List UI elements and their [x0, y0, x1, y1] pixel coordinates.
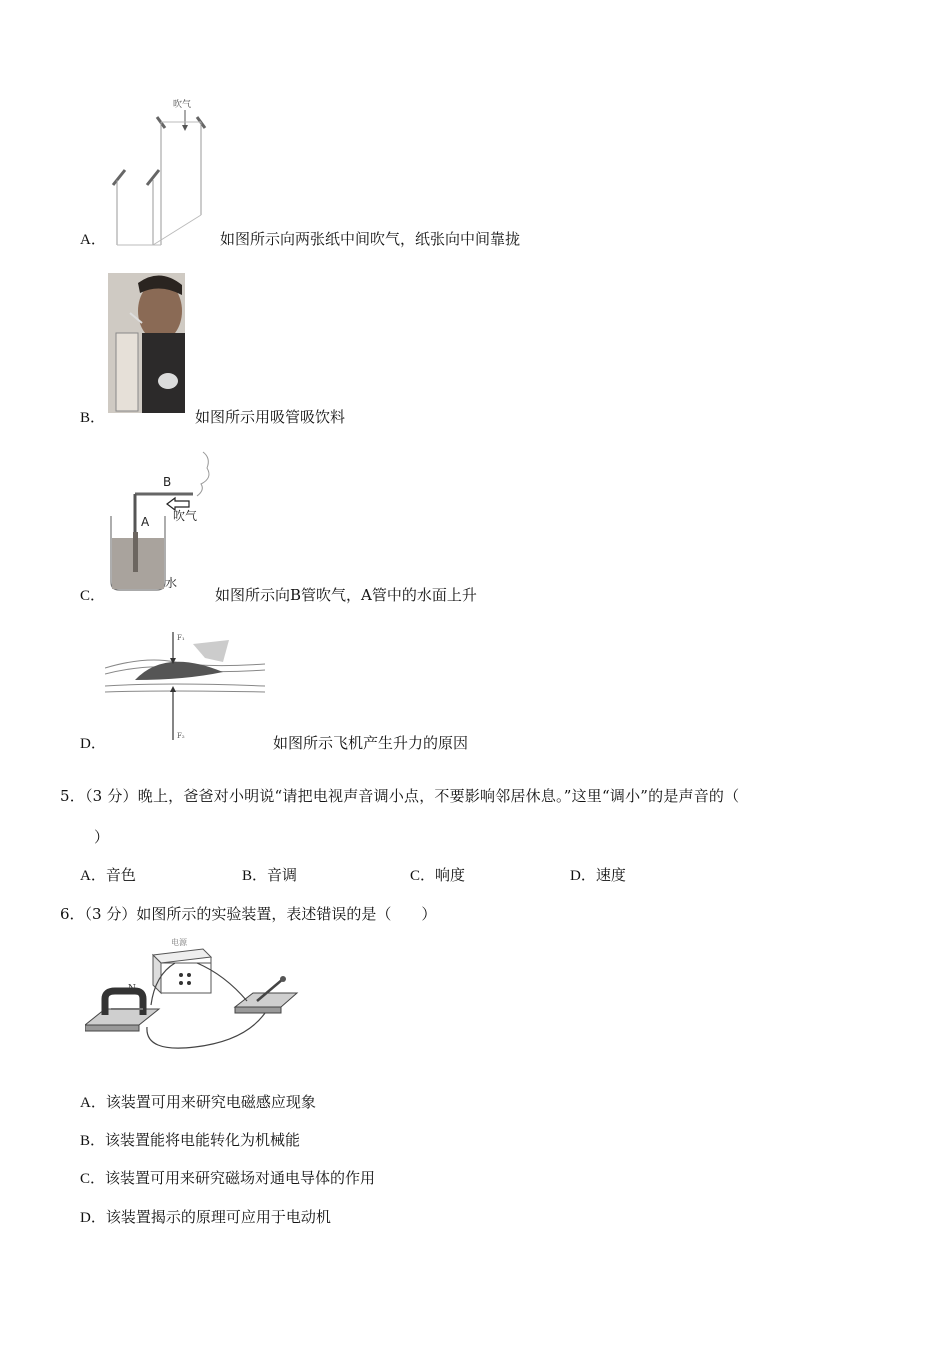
q6-option-a-text: 该装置可用来研究电磁感应现象 — [105, 1093, 316, 1111]
q5-option-a-text: 音色 — [105, 866, 136, 884]
q6-option-a-letter: A． — [80, 1095, 106, 1111]
figure-label-f2: F₂ — [177, 732, 185, 740]
figure-label-power: 电源 — [171, 938, 187, 947]
q5-option-b — [242, 864, 297, 885]
wing-lift-figure — [105, 628, 270, 746]
q6-option-b-letter: B． — [80, 1133, 106, 1149]
q6-option-c-text: 该装置可用来研究磁场对通电导体的作用 — [105, 1169, 376, 1187]
figure-label-b: B — [163, 475, 172, 489]
q6-option-c — [80, 1167, 375, 1188]
paper-blowing-figure — [105, 95, 220, 250]
q4-option-a-letter: A． — [80, 232, 106, 248]
straw-drinking-photo — [108, 273, 185, 413]
q6-option-d-letter: D． — [80, 1210, 106, 1226]
q5-option-a — [80, 864, 136, 885]
beaker-tube-figure — [105, 450, 215, 595]
q6-option-c-letter: C． — [80, 1171, 106, 1187]
figure-label-blow: 吹气 — [173, 100, 192, 110]
q5-option-c-text: 响度 — [435, 866, 466, 884]
figure-label-water: 水 — [165, 576, 178, 590]
motor-experiment-figure — [85, 935, 310, 1057]
q5-option-d — [570, 864, 626, 885]
q6-stem: 6．（3 分）如图所示的实验装置，表述错误的是（ ） — [60, 905, 437, 923]
q4-option-c-text: 如图所示向B管吹气，A管中的水面上升 — [215, 586, 477, 604]
q6-option-d-text: 该装置揭示的原理可应用于电动机 — [105, 1208, 331, 1226]
q4-option-b-text: 如图所示用吸管吸饮料 — [195, 408, 346, 426]
q6-option-b — [80, 1129, 300, 1150]
q5-option-c — [410, 864, 465, 885]
q5-option-d-letter: D． — [570, 868, 596, 884]
q4-option-b-letter: B． — [80, 410, 106, 426]
q6-option-d — [80, 1206, 331, 1227]
figure-label-blow: 吹气 — [173, 509, 198, 523]
q6-option-a — [80, 1091, 316, 1112]
q5-stem-line1: 5．（3 分）晚上，爸爸对小明说“请把电视声音调小点，不要影响邻居休息。”这里“调小”的是声音的（ — [60, 787, 740, 805]
q5-option-d-text: 速度 — [595, 866, 626, 884]
figure-label-n: N — [128, 984, 136, 994]
q5-option-c-letter: C． — [410, 868, 436, 884]
q4-option-a-text: 如图所示向两张纸中间吹气，纸张向中间靠拢 — [220, 230, 521, 248]
q5-option-a-letter: A． — [80, 868, 106, 884]
q4-option-d-text: 如图所示飞机产生升力的原因 — [273, 734, 469, 752]
q5-stem-line2: ） — [94, 828, 110, 846]
figure-label-f1: F₁ — [177, 634, 185, 642]
q5-option-b-text: 音调 — [267, 866, 298, 884]
q4-option-c-letter: C． — [80, 588, 106, 604]
figure-label-a: A — [141, 515, 150, 529]
q4-option-d-letter: D． — [80, 736, 106, 752]
q6-option-b-text: 该装置能将电能转化为机械能 — [105, 1131, 301, 1149]
q5-option-b-letter: B． — [242, 868, 268, 884]
